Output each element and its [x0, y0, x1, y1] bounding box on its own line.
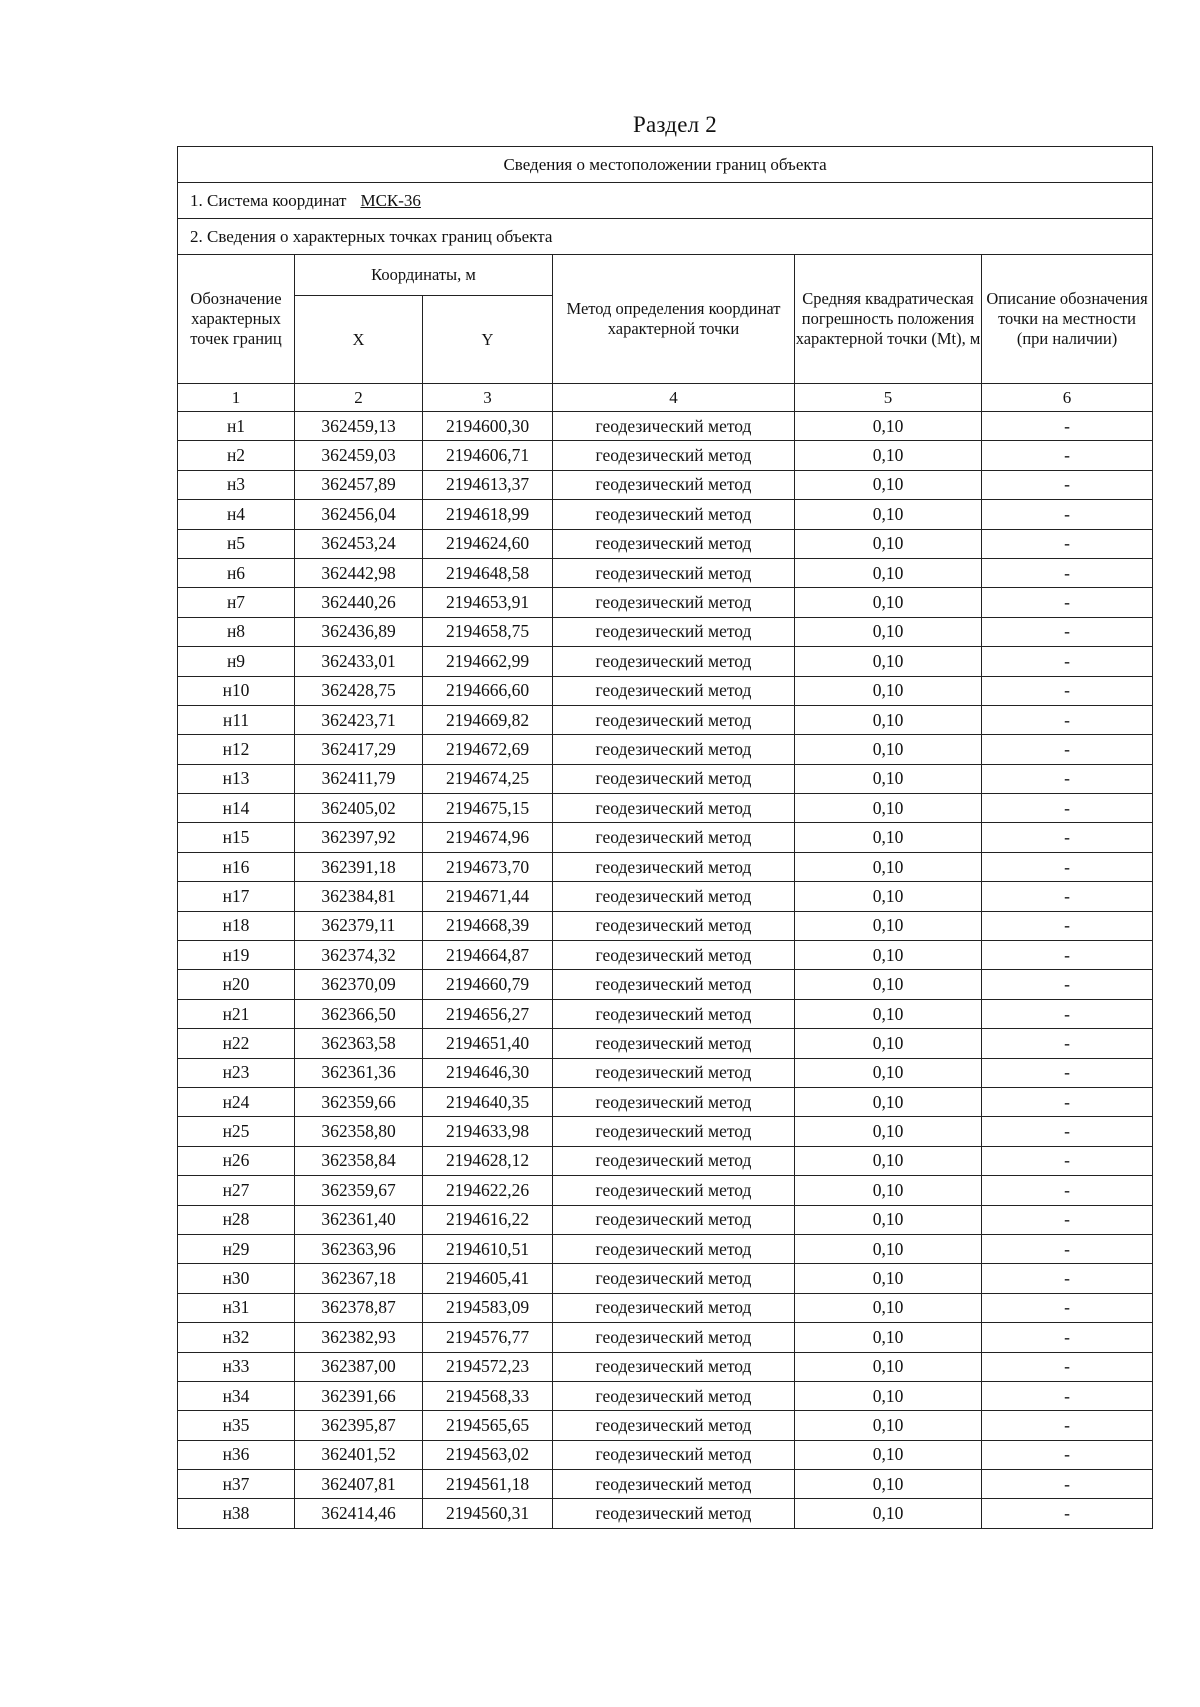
error-cell: 0,10	[795, 1323, 982, 1352]
method-cell: геодезический метод	[553, 1029, 795, 1058]
description-cell: -	[982, 735, 1153, 764]
point-id-cell: н32	[178, 1323, 295, 1352]
error-cell: 0,10	[795, 941, 982, 970]
x-coord-cell: 362440,26	[295, 588, 423, 617]
description-cell: -	[982, 1440, 1153, 1469]
point-id-cell: н3	[178, 470, 295, 499]
point-id-cell: н28	[178, 1205, 295, 1234]
x-coord-cell: 362366,50	[295, 999, 423, 1028]
error-cell: 0,10	[795, 676, 982, 705]
x-coord-cell: 362423,71	[295, 705, 423, 734]
error-cell: 0,10	[795, 1352, 982, 1381]
table-row	[178, 1499, 1153, 1528]
point-id-cell: н5	[178, 529, 295, 558]
y-coord-cell: 2194658,75	[423, 617, 553, 646]
method-cell: геодезический метод	[553, 470, 795, 499]
y-coord-cell: 2194660,79	[423, 970, 553, 999]
description-cell: -	[982, 412, 1153, 441]
y-coord-cell: 2194651,40	[423, 1029, 553, 1058]
y-coord-cell: 2194610,51	[423, 1234, 553, 1263]
description-cell: -	[982, 1411, 1153, 1440]
error-cell: 0,10	[795, 1381, 982, 1410]
description-cell: -	[982, 882, 1153, 911]
table-row	[178, 1352, 1153, 1381]
error-cell: 0,10	[795, 1058, 982, 1087]
y-coord-cell: 2194560,31	[423, 1499, 553, 1528]
y-coord-cell: 2194606,71	[423, 441, 553, 470]
col-number-3: 3	[423, 384, 553, 412]
point-id-cell: н4	[178, 500, 295, 529]
method-cell: геодезический метод	[553, 617, 795, 646]
description-cell: -	[982, 500, 1153, 529]
column-header-row-1	[178, 255, 1153, 296]
point-id-cell: н19	[178, 941, 295, 970]
point-id-cell: н14	[178, 794, 295, 823]
table-row	[178, 1234, 1153, 1263]
error-cell: 0,10	[795, 911, 982, 940]
x-coord-cell: 362456,04	[295, 500, 423, 529]
point-id-cell: н8	[178, 617, 295, 646]
y-coord-cell: 2194572,23	[423, 1352, 553, 1381]
error-cell: 0,10	[795, 1440, 982, 1469]
table-row	[178, 412, 1153, 441]
point-id-cell: н29	[178, 1234, 295, 1263]
description-cell: -	[982, 1499, 1153, 1528]
table-row	[178, 1087, 1153, 1116]
x-coord-cell: 362442,98	[295, 558, 423, 587]
point-id-cell: н6	[178, 558, 295, 587]
error-cell: 0,10	[795, 558, 982, 587]
table-row	[178, 470, 1153, 499]
table-row	[178, 852, 1153, 881]
x-coord-cell: 362382,93	[295, 1323, 423, 1352]
point-id-cell: н2	[178, 441, 295, 470]
y-coord-cell: 2194633,98	[423, 1117, 553, 1146]
y-coord-cell: 2194646,30	[423, 1058, 553, 1087]
x-coord-cell: 362358,80	[295, 1117, 423, 1146]
error-cell: 0,10	[795, 735, 982, 764]
col-error-header: Средняя квадратическая погрешность положения характерной точки (Mt), м	[795, 255, 982, 384]
y-coord-cell: 2194563,02	[423, 1440, 553, 1469]
method-cell: геодезический метод	[553, 1146, 795, 1175]
point-id-cell: н21	[178, 999, 295, 1028]
table-row	[178, 500, 1153, 529]
y-coord-cell: 2194618,99	[423, 500, 553, 529]
description-cell: -	[982, 647, 1153, 676]
method-cell: геодезический метод	[553, 1411, 795, 1440]
section-title: Раздел 2	[633, 112, 717, 137]
col-coords-header: Координаты, м	[295, 255, 553, 296]
description-cell: -	[982, 1264, 1153, 1293]
point-id-cell: н36	[178, 1440, 295, 1469]
table-row	[178, 1470, 1153, 1499]
y-coord-cell: 2194616,22	[423, 1205, 553, 1234]
method-cell: геодезический метод	[553, 647, 795, 676]
method-cell: геодезический метод	[553, 999, 795, 1028]
error-cell: 0,10	[795, 617, 982, 646]
y-coord-cell: 2194673,70	[423, 852, 553, 881]
y-coord-cell: 2194666,60	[423, 676, 553, 705]
x-coord-cell: 362359,67	[295, 1176, 423, 1205]
method-cell: геодезический метод	[553, 1440, 795, 1469]
x-coord-cell: 362361,40	[295, 1205, 423, 1234]
method-cell: геодезический метод	[553, 1293, 795, 1322]
y-coord-cell: 2194656,27	[423, 999, 553, 1028]
x-coord-cell: 362367,18	[295, 1264, 423, 1293]
description-cell: -	[982, 529, 1153, 558]
y-coord-cell: 2194669,82	[423, 705, 553, 734]
error-cell: 0,10	[795, 412, 982, 441]
point-id-cell: н22	[178, 1029, 295, 1058]
x-coord-cell: 362459,03	[295, 441, 423, 470]
x-coord-cell: 362378,87	[295, 1293, 423, 1322]
description-cell: -	[982, 852, 1153, 881]
error-cell: 0,10	[795, 970, 982, 999]
point-id-cell: н30	[178, 1264, 295, 1293]
point-id-cell: н1	[178, 412, 295, 441]
points-title: 2. Сведения о характерных точках границ объекта	[178, 219, 1153, 255]
method-cell: геодезический метод	[553, 441, 795, 470]
y-coord-cell: 2194605,41	[423, 1264, 553, 1293]
point-id-cell: н26	[178, 1146, 295, 1175]
col-method-header: Метод определения координат характерной точки	[553, 255, 795, 384]
description-cell: -	[982, 676, 1153, 705]
method-cell: геодезический метод	[553, 588, 795, 617]
point-id-cell: н7	[178, 588, 295, 617]
x-coord-cell: 362405,02	[295, 794, 423, 823]
description-cell: -	[982, 558, 1153, 587]
x-coord-cell: 362363,58	[295, 1029, 423, 1058]
description-cell: -	[982, 1381, 1153, 1410]
table-row	[178, 1176, 1153, 1205]
table-row	[178, 705, 1153, 734]
description-cell: -	[982, 1293, 1153, 1322]
x-coord-cell: 362428,75	[295, 676, 423, 705]
point-id-cell: н16	[178, 852, 295, 881]
description-cell: -	[982, 1470, 1153, 1499]
point-id-cell: н35	[178, 1411, 295, 1440]
description-cell: -	[982, 1087, 1153, 1116]
method-cell: геодезический метод	[553, 911, 795, 940]
col-number-1: 1	[178, 384, 295, 412]
y-coord-cell: 2194640,35	[423, 1087, 553, 1116]
description-cell: -	[982, 470, 1153, 499]
error-cell: 0,10	[795, 1205, 982, 1234]
point-id-cell: н24	[178, 1087, 295, 1116]
description-cell: -	[982, 1117, 1153, 1146]
col-y-header: Y	[423, 296, 553, 384]
error-cell: 0,10	[795, 1234, 982, 1263]
table-row	[178, 1440, 1153, 1469]
x-coord-cell: 362361,36	[295, 1058, 423, 1087]
description-cell: -	[982, 1234, 1153, 1263]
y-coord-cell: 2194624,60	[423, 529, 553, 558]
point-id-cell: н9	[178, 647, 295, 676]
point-id-cell: н13	[178, 764, 295, 793]
table-row	[178, 647, 1153, 676]
error-cell: 0,10	[795, 852, 982, 881]
point-id-cell: н20	[178, 970, 295, 999]
method-cell: геодезический метод	[553, 823, 795, 852]
error-cell: 0,10	[795, 1146, 982, 1175]
method-cell: геодезический метод	[553, 794, 795, 823]
point-id-cell: н38	[178, 1499, 295, 1528]
description-cell: -	[982, 1176, 1153, 1205]
table-row	[178, 970, 1153, 999]
point-id-cell: н33	[178, 1352, 295, 1381]
y-coord-cell: 2194653,91	[423, 588, 553, 617]
table-row	[178, 823, 1153, 852]
x-coord-cell: 362395,87	[295, 1411, 423, 1440]
error-cell: 0,10	[795, 1293, 982, 1322]
error-cell: 0,10	[795, 529, 982, 558]
error-cell: 0,10	[795, 1117, 982, 1146]
description-cell: -	[982, 1058, 1153, 1087]
table-row	[178, 1146, 1153, 1175]
table-row	[178, 1323, 1153, 1352]
col-number-4: 4	[553, 384, 795, 412]
col-designation-header: Обозначение характерных точек границ	[178, 255, 295, 384]
points-title-row	[178, 219, 1153, 255]
table-row	[178, 882, 1153, 911]
table-row	[178, 764, 1153, 793]
point-id-cell: н23	[178, 1058, 295, 1087]
table-row	[178, 1293, 1153, 1322]
method-cell: геодезический метод	[553, 1176, 795, 1205]
point-id-cell: н34	[178, 1381, 295, 1410]
y-coord-cell: 2194674,25	[423, 764, 553, 793]
col-number-2: 2	[295, 384, 423, 412]
table-row	[178, 999, 1153, 1028]
table-row	[178, 588, 1153, 617]
x-coord-cell: 362384,81	[295, 882, 423, 911]
error-cell: 0,10	[795, 1470, 982, 1499]
description-cell: -	[982, 999, 1153, 1028]
x-coord-cell: 362359,66	[295, 1087, 423, 1116]
coord-system-row	[178, 183, 1153, 219]
description-cell: -	[982, 823, 1153, 852]
x-coord-cell: 362374,32	[295, 941, 423, 970]
method-cell: геодезический метод	[553, 705, 795, 734]
x-coord-cell: 362358,84	[295, 1146, 423, 1175]
x-coord-cell: 362387,00	[295, 1352, 423, 1381]
y-coord-cell: 2194664,87	[423, 941, 553, 970]
error-cell: 0,10	[795, 764, 982, 793]
y-coord-cell: 2194613,37	[423, 470, 553, 499]
table-row	[178, 558, 1153, 587]
x-coord-cell: 362391,66	[295, 1381, 423, 1410]
y-coord-cell: 2194648,58	[423, 558, 553, 587]
point-id-cell: н10	[178, 676, 295, 705]
table-row	[178, 441, 1153, 470]
method-cell: геодезический метод	[553, 1117, 795, 1146]
point-id-cell: н25	[178, 1117, 295, 1146]
coordinates-table	[177, 146, 1153, 1529]
description-cell: -	[982, 705, 1153, 734]
method-cell: геодезический метод	[553, 1205, 795, 1234]
description-cell: -	[982, 1323, 1153, 1352]
y-coord-cell: 2194671,44	[423, 882, 553, 911]
x-coord-cell: 362436,89	[295, 617, 423, 646]
method-cell: геодезический метод	[553, 970, 795, 999]
y-coord-cell: 2194600,30	[423, 412, 553, 441]
table-row	[178, 1264, 1153, 1293]
method-cell: геодезический метод	[553, 764, 795, 793]
x-coord-cell: 362391,18	[295, 852, 423, 881]
error-cell: 0,10	[795, 1029, 982, 1058]
error-cell: 0,10	[795, 470, 982, 499]
coord-system-label: 1. Система координат	[190, 190, 347, 210]
table-row	[178, 1029, 1153, 1058]
method-cell: геодезический метод	[553, 529, 795, 558]
description-cell: -	[982, 911, 1153, 940]
point-id-cell: н18	[178, 911, 295, 940]
y-coord-cell: 2194622,26	[423, 1176, 553, 1205]
point-id-cell: н17	[178, 882, 295, 911]
table-row	[178, 1058, 1153, 1087]
table-row	[178, 1381, 1153, 1410]
point-id-cell: н27	[178, 1176, 295, 1205]
description-cell: -	[982, 941, 1153, 970]
y-coord-cell: 2194576,77	[423, 1323, 553, 1352]
y-coord-cell: 2194628,12	[423, 1146, 553, 1175]
method-cell: геодезический метод	[553, 558, 795, 587]
col-description-header: Описание обозначения точки на местности (при наличии)	[982, 255, 1153, 384]
y-coord-cell: 2194675,15	[423, 794, 553, 823]
error-cell: 0,10	[795, 1411, 982, 1440]
y-coord-cell: 2194674,96	[423, 823, 553, 852]
col-x-header: X	[295, 296, 423, 384]
x-coord-cell: 362397,92	[295, 823, 423, 852]
method-cell: геодезический метод	[553, 941, 795, 970]
method-cell: геодезический метод	[553, 1087, 795, 1116]
method-cell: геодезический метод	[553, 500, 795, 529]
method-cell: геодезический метод	[553, 882, 795, 911]
method-cell: геодезический метод	[553, 735, 795, 764]
col-number-6: 6	[982, 384, 1153, 412]
y-coord-cell: 2194672,69	[423, 735, 553, 764]
x-coord-cell: 362370,09	[295, 970, 423, 999]
error-cell: 0,10	[795, 441, 982, 470]
table-row	[178, 941, 1153, 970]
description-cell: -	[982, 588, 1153, 617]
coord-system-value: МСК-36	[360, 190, 421, 210]
y-coord-cell: 2194583,09	[423, 1293, 553, 1322]
y-coord-cell: 2194662,99	[423, 647, 553, 676]
description-cell: -	[982, 441, 1153, 470]
y-coord-cell: 2194561,18	[423, 1470, 553, 1499]
method-cell: геодезический метод	[553, 1058, 795, 1087]
x-coord-cell: 362417,29	[295, 735, 423, 764]
error-cell: 0,10	[795, 794, 982, 823]
x-coord-cell: 362401,52	[295, 1440, 423, 1469]
description-cell: -	[982, 617, 1153, 646]
table-row	[178, 1205, 1153, 1234]
method-cell: геодезический метод	[553, 676, 795, 705]
method-cell: геодезический метод	[553, 1470, 795, 1499]
error-cell: 0,10	[795, 705, 982, 734]
x-coord-cell: 362457,89	[295, 470, 423, 499]
column-number-row	[178, 384, 1153, 412]
method-cell: геодезический метод	[553, 1499, 795, 1528]
error-cell: 0,10	[795, 1176, 982, 1205]
y-coord-cell: 2194565,65	[423, 1411, 553, 1440]
main-title-row	[178, 147, 1153, 183]
x-coord-cell: 362459,13	[295, 412, 423, 441]
method-cell: геодезический метод	[553, 1264, 795, 1293]
point-id-cell: н11	[178, 705, 295, 734]
method-cell: геодезический метод	[553, 1352, 795, 1381]
x-coord-cell: 362363,96	[295, 1234, 423, 1263]
error-cell: 0,10	[795, 1264, 982, 1293]
table-row	[178, 676, 1153, 705]
point-id-cell: н15	[178, 823, 295, 852]
description-cell: -	[982, 1146, 1153, 1175]
point-id-cell: н12	[178, 735, 295, 764]
description-cell: -	[982, 1205, 1153, 1234]
x-coord-cell: 362379,11	[295, 911, 423, 940]
table-row	[178, 735, 1153, 764]
error-cell: 0,10	[795, 999, 982, 1028]
table-row	[178, 911, 1153, 940]
method-cell: геодезический метод	[553, 1381, 795, 1410]
x-coord-cell: 362414,46	[295, 1499, 423, 1528]
x-coord-cell: 362453,24	[295, 529, 423, 558]
col-number-5: 5	[795, 384, 982, 412]
table-row	[178, 617, 1153, 646]
table-row	[178, 1117, 1153, 1146]
x-coord-cell: 362433,01	[295, 647, 423, 676]
table-row	[178, 794, 1153, 823]
x-coord-cell: 362407,81	[295, 1470, 423, 1499]
main-title: Сведения о местоположении границ объекта	[178, 147, 1153, 183]
table-row	[178, 1411, 1153, 1440]
point-id-cell: н31	[178, 1293, 295, 1322]
error-cell: 0,10	[795, 1087, 982, 1116]
error-cell: 0,10	[795, 823, 982, 852]
method-cell: геодезический метод	[553, 852, 795, 881]
description-cell: -	[982, 794, 1153, 823]
x-coord-cell: 362411,79	[295, 764, 423, 793]
error-cell: 0,10	[795, 500, 982, 529]
description-cell: -	[982, 970, 1153, 999]
method-cell: геодезический метод	[553, 1234, 795, 1263]
error-cell: 0,10	[795, 882, 982, 911]
error-cell: 0,10	[795, 1499, 982, 1528]
description-cell: -	[982, 764, 1153, 793]
description-cell: -	[982, 1029, 1153, 1058]
error-cell: 0,10	[795, 647, 982, 676]
y-coord-cell: 2194568,33	[423, 1381, 553, 1410]
table-row	[178, 529, 1153, 558]
y-coord-cell: 2194668,39	[423, 911, 553, 940]
point-id-cell: н37	[178, 1470, 295, 1499]
description-cell: -	[982, 1352, 1153, 1381]
coord-system-cell	[178, 183, 1153, 219]
method-cell: геодезический метод	[553, 1323, 795, 1352]
method-cell: геодезический метод	[553, 412, 795, 441]
error-cell: 0,10	[795, 588, 982, 617]
